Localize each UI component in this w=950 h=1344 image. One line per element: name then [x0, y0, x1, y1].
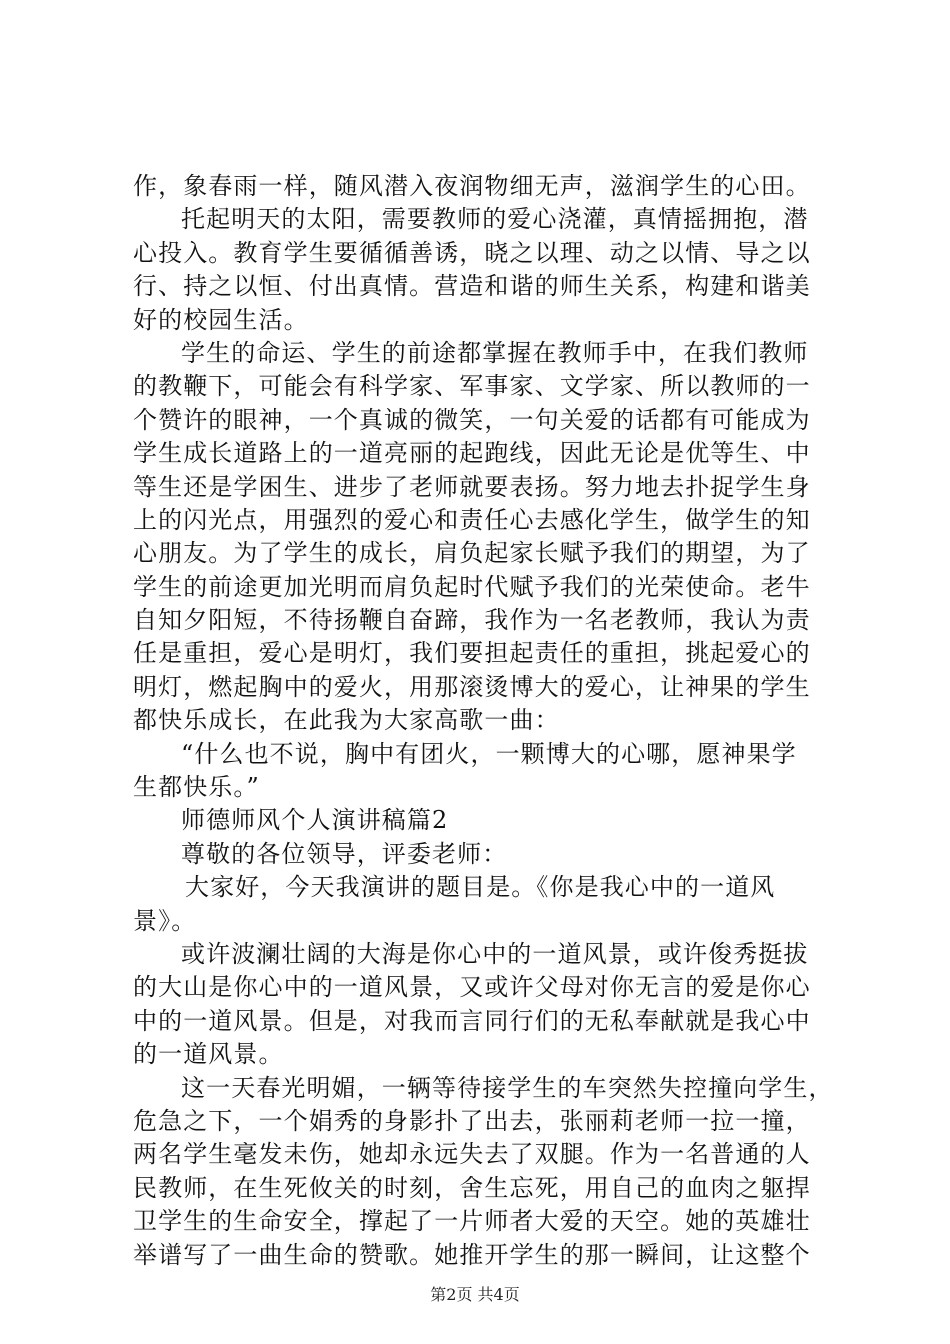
text-line: 中的一道风景。但是，对我而言同行们的无私奉献就是我心中: [133, 1006, 811, 1035]
text-line: 上的闪光点，用强烈的爱心和责任心去感化学生，做学生的知: [133, 505, 811, 534]
quote-line: 生都快乐。”: [133, 773, 260, 802]
text-line: 托起明天的太阳，需要教师的爱心浇灌，真情摇拥抱，潜: [181, 205, 809, 234]
text-line: 学生的前途更加光明而肩负起时代赋予我们的光荣使命。老牛: [133, 572, 811, 601]
text-line: 自知夕阳短，不待扬鞭自奋蹄，我作为一名老教师，我认为责: [133, 606, 811, 635]
text-line: 这一天春光明媚，一辆等待接学生的车突然失控撞向学生，: [181, 1073, 834, 1102]
text-line: 举谱写了一曲生命的赞歌。她推开学生的那一瞬间，让这整个: [133, 1240, 811, 1269]
text-line: 的大山是你心中的一道风景，又或许父母对你无言的爱是你心: [133, 973, 811, 1002]
text-line: 好的校园生活。: [133, 305, 309, 334]
text-line: 学生的命运、学生的前途都掌握在教师手中，在我们教师: [181, 338, 809, 367]
document-body: [133, 170, 833, 1272]
text-line: 等生还是学困生、进步了老师就要表扬。努力地去扑捉学生身: [133, 472, 811, 501]
text-line: 学生成长道路上的一道亮丽的起跑线，因此无论是优等生、中: [133, 439, 811, 468]
section-heading: 师德师风个人演讲稿篇2: [181, 806, 449, 835]
text-line: 明灯，燃起胸中的爱火，用那滚烫博大的爱心，让神果的学生: [133, 672, 811, 701]
text-line: 都快乐成长，在此我为大家高歌一曲：: [133, 706, 560, 735]
text-line: 的一道风景。: [133, 1040, 284, 1069]
quote-line: “什么也不说，胸中有团火，一颗博大的心哪，愿神果学: [181, 739, 797, 768]
text-line: 心朋友。为了学生的成长，肩负起家长赋予我们的期望，为了: [133, 539, 811, 568]
text-line: 作，象春雨一样，随风潜入夜润物细无声，滋润学生的心田。: [133, 172, 811, 200]
text-line: 两名学生毫发未伤，她却永远失去了双腿。作为一名普通的人: [133, 1140, 811, 1169]
text-line: 卫学生的生命安全，撑起了一片师者大爱的天空。她的英雄壮: [133, 1207, 811, 1236]
text-line: 景》。: [133, 906, 197, 935]
salutation: 尊敬的各位领导，评委老师：: [181, 839, 508, 868]
text-line: 或许波澜壮阔的大海是你心中的一道风景，或许俊秀挺拔: [181, 939, 809, 968]
text-line: 大家好，今天我演讲的题目是。《你是我心中的一道风: [185, 873, 776, 902]
text-line: 心投入。教育学生要循循善诱，晓之以理、动之以情、导之以: [133, 238, 811, 267]
text-line: 的教鞭下，可能会有科学家、军事家、文学家、所以教师的一: [133, 372, 811, 401]
page-number-footer: 第2页 共4页: [430, 1285, 520, 1304]
text-line: 个赞许的眼神，一个真诚的微笑，一句关爱的话都有可能成为: [133, 405, 811, 434]
text-line: 任是重担，爱心是明灯，我们要担起责任的重担，挑起爱心的: [133, 639, 811, 668]
text-line: 行、持之以恒、付出真情。营造和谐的师生关系，构建和谐美: [133, 272, 811, 301]
text-line: 民教师，在生死攸关的时刻，舍生忘死，用自己的血肉之躯捍: [133, 1173, 811, 1202]
text-line: 危急之下，一个娟秀的身影扑了出去，张丽莉老师一拉一撞，: [133, 1106, 811, 1135]
